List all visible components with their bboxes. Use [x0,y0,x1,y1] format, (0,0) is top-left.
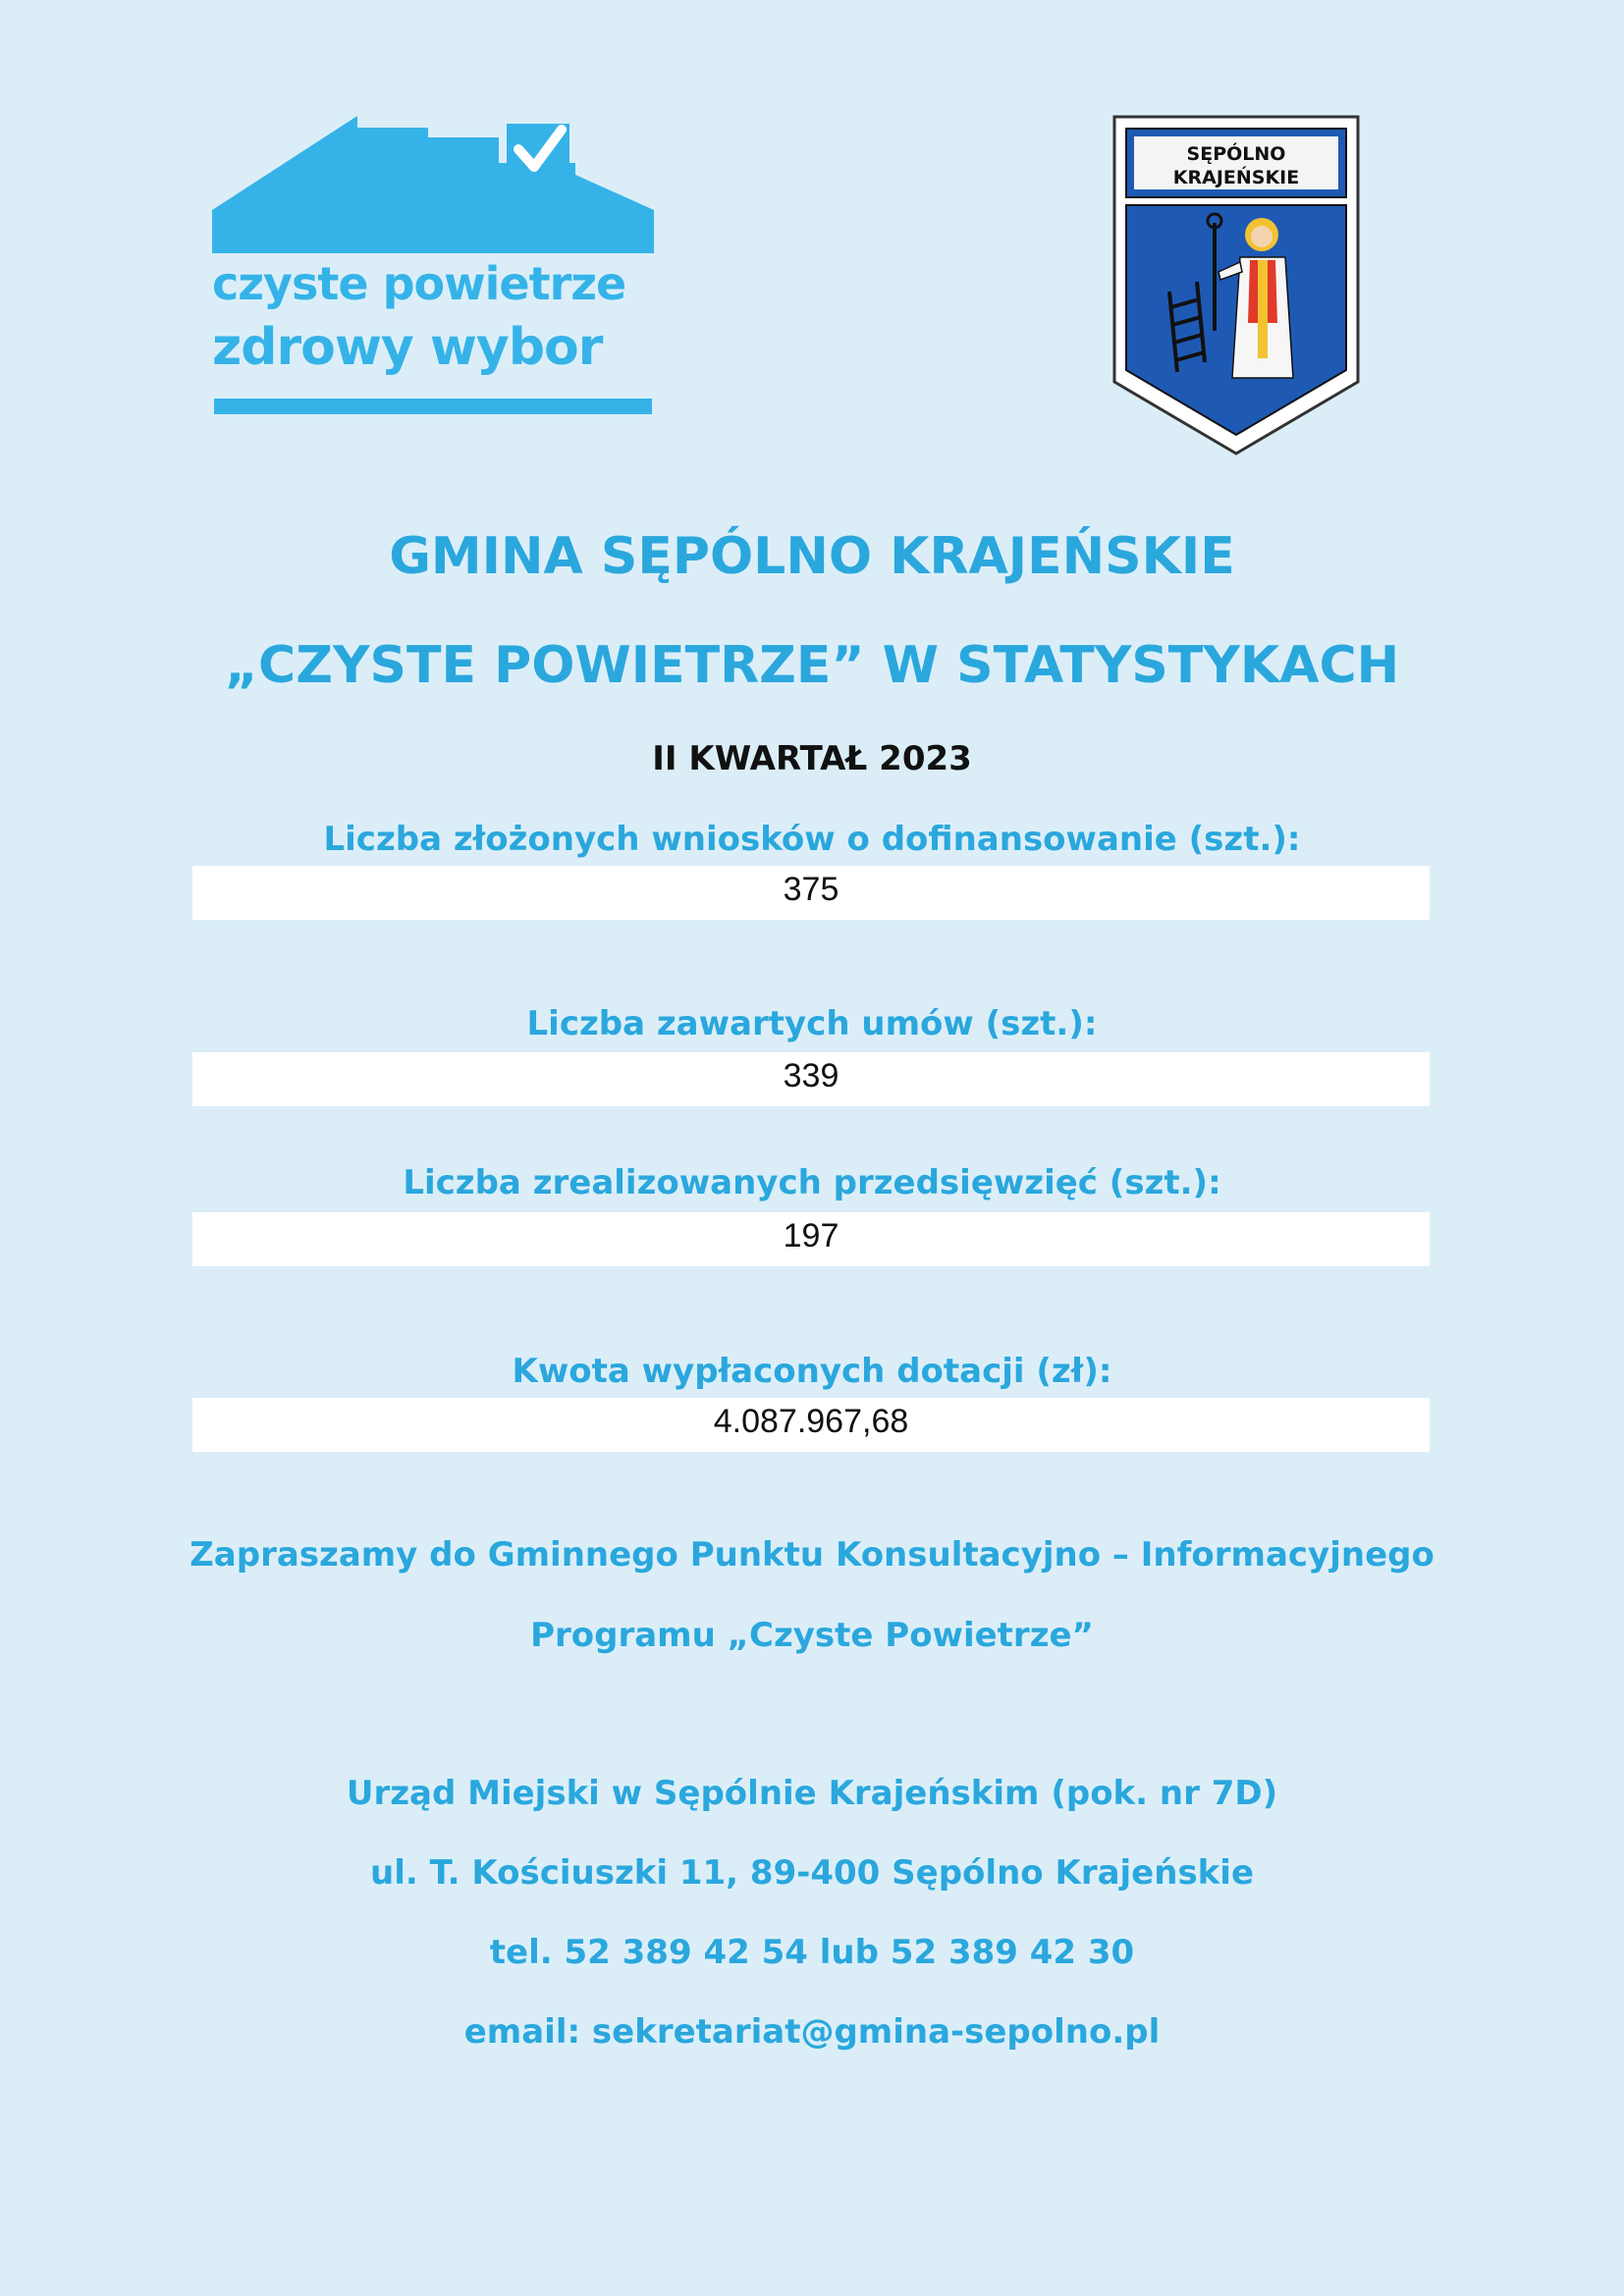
coat-of-arms-icon [1112,115,1360,455]
stat-label-contracts: Liczba zawartych umów (szt.): [526,1004,1098,1043]
stat-value-box-projects [192,1212,1430,1266]
stat-label-projects: Liczba zrealizowanych przedsięwzięć (szt.): [403,1163,1221,1202]
invitation-line1: Zapraszamy do Gminnego Punktu Konsultacyjno – Informacyjnego [189,1535,1435,1575]
crest-text-line2: KRAJEŃSKIE [1172,167,1300,188]
contact-office: Urząd Miejski w Sępólnie Krajeńskim (pok. nr 7D) [346,1774,1278,1813]
stat-value-box-applications [192,866,1430,920]
contact-phone: tel. 52 389 42 54 lub 52 389 42 30 [489,1933,1135,1972]
stat-label-grants: Kwota wypłaconych dotacji (zł): [512,1352,1112,1391]
stat-value-box-grants [192,1398,1430,1452]
logo-underline [214,399,652,414]
crest-text-line1: SĘPÓLNO [1186,143,1286,165]
logo-text-line2: zdrowy wybor [212,318,603,377]
stat-value-grants: 4.087.967,68 [713,1403,909,1440]
page-subtitle: „CZYSTE POWIETRZE” W STATYSTYKACH [224,636,1400,695]
stat-value-box-contracts [192,1052,1430,1106]
reporting-period: II KWARTAŁ 2023 [652,739,972,778]
house-checkmark-icon [212,116,654,253]
stat-value-contracts: 339 [783,1057,839,1095]
contact-address: ul. T. Kościuszki 11, 89-400 Sępólno Krajeńskie [369,1853,1255,1893]
page-title: GMINA SĘPÓLNO KRAJEŃSKIE [389,527,1235,586]
stat-value-applications: 375 [783,871,839,908]
contact-email: email: sekretariat@gmina-sepolno.pl [463,2012,1161,2052]
invitation-line2: Programu „Czyste Powietrze” [530,1616,1094,1655]
stat-value-projects: 197 [783,1217,839,1255]
logo-text-line1: czyste powietrze [212,257,626,310]
stat-label-applications: Liczba złożonych wniosków o dofinansowanie (szt.): [323,820,1301,859]
